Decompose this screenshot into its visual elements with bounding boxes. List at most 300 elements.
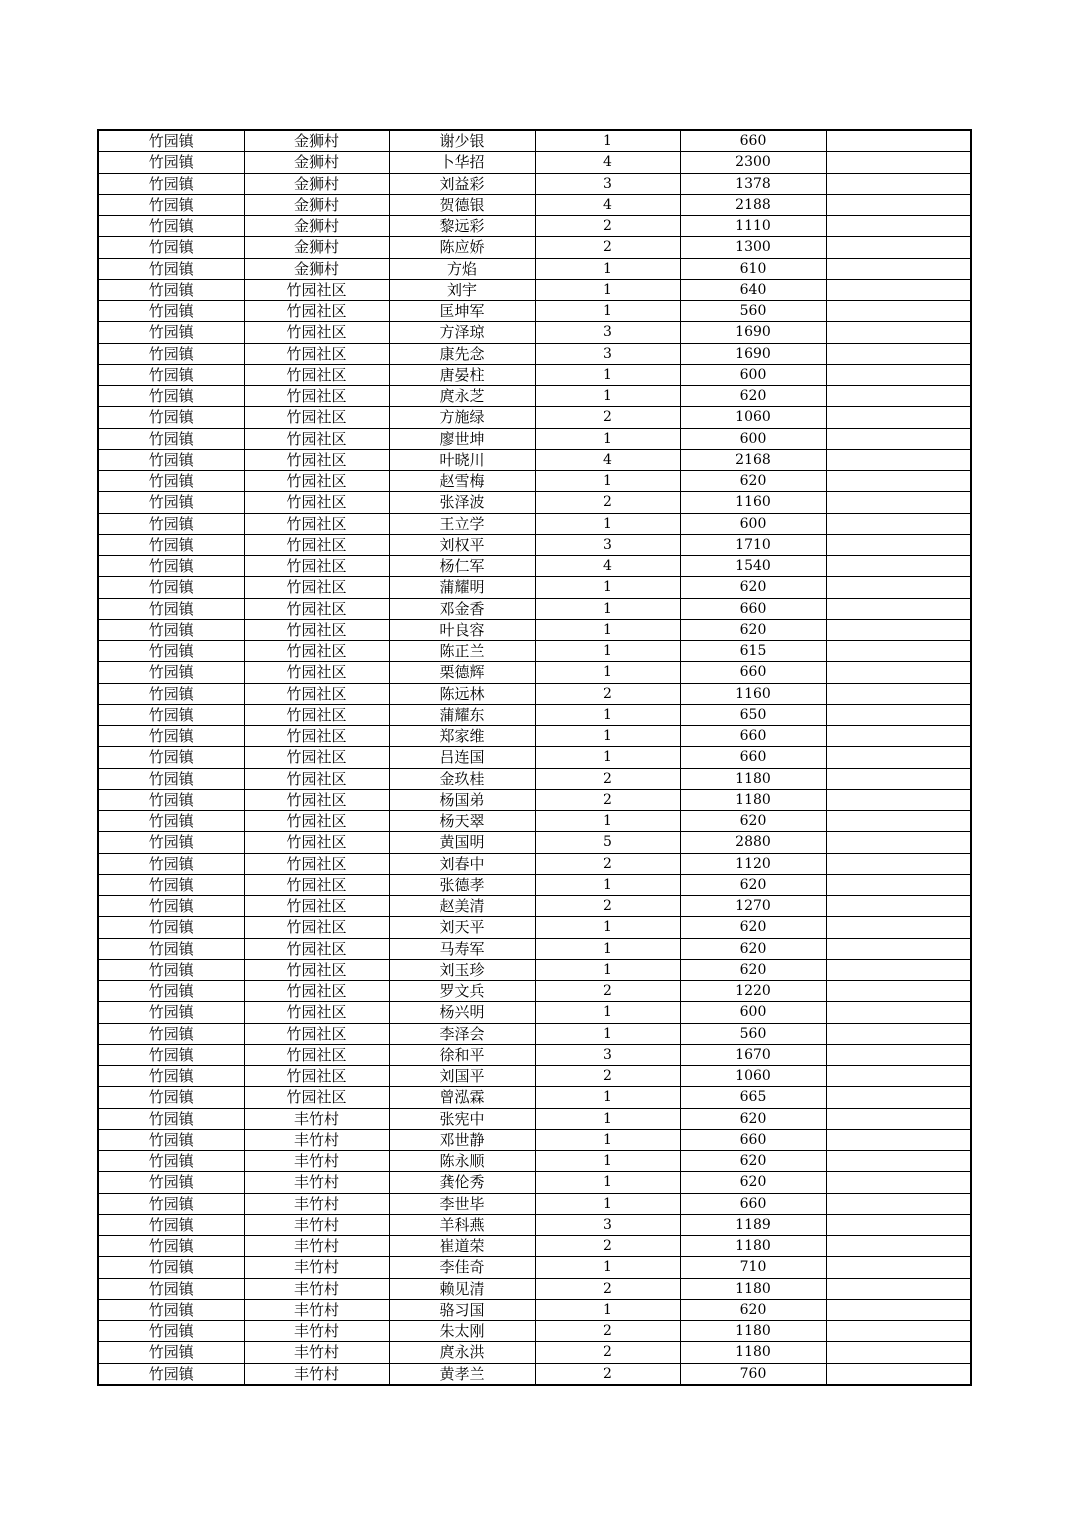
amount-cell: 660	[680, 1129, 826, 1150]
note-cell	[826, 1278, 971, 1299]
table-row	[98, 534, 971, 555]
village-cell: 竹园社区	[244, 619, 389, 640]
table-row	[98, 1151, 971, 1172]
note-cell	[826, 938, 971, 959]
table-row	[98, 194, 971, 215]
count-cell: 1	[535, 577, 680, 598]
name-cell: 匡坤军	[389, 301, 535, 322]
note-cell	[826, 1193, 971, 1214]
note-cell	[826, 130, 971, 152]
amount-cell: 660	[680, 662, 826, 683]
village-cell: 竹园社区	[244, 1044, 389, 1065]
amount-cell: 1180	[680, 1278, 826, 1299]
town-cell: 竹园镇	[98, 619, 244, 640]
town-cell: 竹园镇	[98, 492, 244, 513]
name-cell: 庹永洪	[389, 1342, 535, 1363]
table-row	[98, 1236, 971, 1257]
name-cell: 羊科燕	[389, 1214, 535, 1235]
amount-cell: 1690	[680, 322, 826, 343]
town-cell: 竹园镇	[98, 1363, 244, 1385]
table-row	[98, 789, 971, 810]
village-cell: 竹园社区	[244, 811, 389, 832]
name-cell: 贺德银	[389, 194, 535, 215]
village-cell: 丰竹村	[244, 1129, 389, 1150]
town-cell: 竹园镇	[98, 534, 244, 555]
count-cell: 1	[535, 619, 680, 640]
table-row	[98, 619, 971, 640]
name-cell: 黎远彩	[389, 216, 535, 237]
amount-cell: 560	[680, 301, 826, 322]
note-cell	[826, 1044, 971, 1065]
table-row	[98, 896, 971, 917]
name-cell: 徐和平	[389, 1044, 535, 1065]
village-cell: 竹园社区	[244, 641, 389, 662]
town-cell: 竹园镇	[98, 1321, 244, 1342]
town-cell: 竹园镇	[98, 386, 244, 407]
name-cell: 朱太刚	[389, 1321, 535, 1342]
table-row	[98, 832, 971, 853]
count-cell: 1	[535, 1023, 680, 1044]
town-cell: 竹园镇	[98, 683, 244, 704]
count-cell: 2	[535, 1342, 680, 1363]
amount-cell: 620	[680, 938, 826, 959]
note-cell	[826, 1172, 971, 1193]
town-cell: 竹园镇	[98, 1172, 244, 1193]
town-cell: 竹园镇	[98, 471, 244, 492]
village-cell: 竹园社区	[244, 1023, 389, 1044]
village-cell: 竹园社区	[244, 662, 389, 683]
note-cell	[826, 662, 971, 683]
amount-cell: 1060	[680, 407, 826, 428]
name-cell: 李世毕	[389, 1193, 535, 1214]
table-row	[98, 1129, 971, 1150]
table-row	[98, 1214, 971, 1235]
amount-cell: 620	[680, 917, 826, 938]
name-cell: 叶良容	[389, 619, 535, 640]
name-cell: 陈应娇	[389, 237, 535, 258]
town-cell: 竹园镇	[98, 832, 244, 853]
name-cell: 黄孝兰	[389, 1363, 535, 1385]
town-cell: 竹园镇	[98, 279, 244, 300]
note-cell	[826, 789, 971, 810]
village-cell: 丰竹村	[244, 1193, 389, 1214]
table-row	[98, 1023, 971, 1044]
name-cell: 龚伦秀	[389, 1172, 535, 1193]
count-cell: 1	[535, 279, 680, 300]
name-cell: 骆习国	[389, 1299, 535, 1320]
note-cell	[826, 1023, 971, 1044]
name-cell: 刘玉珍	[389, 959, 535, 980]
amount-cell: 1120	[680, 853, 826, 874]
name-cell: 张泽波	[389, 492, 535, 513]
town-cell: 竹园镇	[98, 577, 244, 598]
count-cell: 1	[535, 959, 680, 980]
note-cell	[826, 492, 971, 513]
town-cell: 竹园镇	[98, 662, 244, 683]
town-cell: 竹园镇	[98, 789, 244, 810]
village-cell: 竹园社区	[244, 598, 389, 619]
name-cell: 刘春中	[389, 853, 535, 874]
note-cell	[826, 1257, 971, 1278]
count-cell: 3	[535, 1214, 680, 1235]
town-cell: 竹园镇	[98, 981, 244, 1002]
amount-cell: 560	[680, 1023, 826, 1044]
count-cell: 1	[535, 917, 680, 938]
name-cell: 李泽会	[389, 1023, 535, 1044]
name-cell: 杨兴明	[389, 1002, 535, 1023]
count-cell: 4	[535, 449, 680, 470]
note-cell	[826, 216, 971, 237]
table-row	[98, 364, 971, 385]
amount-cell: 1180	[680, 1342, 826, 1363]
count-cell: 1	[535, 471, 680, 492]
village-cell: 竹园社区	[244, 789, 389, 810]
count-cell: 1	[535, 747, 680, 768]
count-cell: 3	[535, 534, 680, 555]
amount-cell: 1300	[680, 237, 826, 258]
village-cell: 竹园社区	[244, 896, 389, 917]
count-cell: 1	[535, 1151, 680, 1172]
name-cell: 栗德辉	[389, 662, 535, 683]
town-cell: 竹园镇	[98, 152, 244, 173]
town-cell: 竹园镇	[98, 1214, 244, 1235]
table-row	[98, 258, 971, 279]
town-cell: 竹园镇	[98, 343, 244, 364]
name-cell: 刘国平	[389, 1066, 535, 1087]
count-cell: 2	[535, 407, 680, 428]
note-cell	[826, 641, 971, 662]
count-cell: 3	[535, 1044, 680, 1065]
amount-cell: 1270	[680, 896, 826, 917]
table-row	[98, 853, 971, 874]
note-cell	[826, 768, 971, 789]
note-cell	[826, 959, 971, 980]
name-cell: 方焰	[389, 258, 535, 279]
note-cell	[826, 386, 971, 407]
town-cell: 竹园镇	[98, 173, 244, 194]
count-cell: 1	[535, 704, 680, 725]
table-row	[98, 598, 971, 619]
count-cell: 1	[535, 598, 680, 619]
name-cell: 蒲耀东	[389, 704, 535, 725]
table-row	[98, 641, 971, 662]
count-cell: 2	[535, 1066, 680, 1087]
note-cell	[826, 896, 971, 917]
count-cell: 1	[535, 1299, 680, 1320]
note-cell	[826, 598, 971, 619]
amount-cell: 660	[680, 747, 826, 768]
count-cell: 3	[535, 343, 680, 364]
note-cell	[826, 258, 971, 279]
town-cell: 竹园镇	[98, 938, 244, 959]
table-row	[98, 152, 971, 173]
data-table	[97, 129, 972, 1386]
note-cell	[826, 726, 971, 747]
name-cell: 庹永芝	[389, 386, 535, 407]
town-cell: 竹园镇	[98, 959, 244, 980]
table-row	[98, 1363, 971, 1385]
amount-cell: 620	[680, 619, 826, 640]
amount-cell: 620	[680, 471, 826, 492]
table-row	[98, 428, 971, 449]
name-cell: 杨仁军	[389, 556, 535, 577]
name-cell: 赖见清	[389, 1278, 535, 1299]
amount-cell: 660	[680, 598, 826, 619]
amount-cell: 640	[680, 279, 826, 300]
town-cell: 竹园镇	[98, 811, 244, 832]
village-cell: 竹园社区	[244, 704, 389, 725]
town-cell: 竹园镇	[98, 704, 244, 725]
name-cell: 廖世坤	[389, 428, 535, 449]
town-cell: 竹园镇	[98, 1002, 244, 1023]
count-cell: 1	[535, 641, 680, 662]
amount-cell: 660	[680, 1193, 826, 1214]
note-cell	[826, 343, 971, 364]
town-cell: 竹园镇	[98, 407, 244, 428]
amount-cell: 1670	[680, 1044, 826, 1065]
note-cell	[826, 832, 971, 853]
village-cell: 竹园社区	[244, 364, 389, 385]
amount-cell: 710	[680, 1257, 826, 1278]
note-cell	[826, 1151, 971, 1172]
count-cell: 2	[535, 768, 680, 789]
amount-cell: 615	[680, 641, 826, 662]
town-cell: 竹园镇	[98, 301, 244, 322]
name-cell: 蒲耀明	[389, 577, 535, 598]
name-cell: 谢少银	[389, 130, 535, 152]
village-cell: 竹园社区	[244, 513, 389, 534]
amount-cell: 1160	[680, 492, 826, 513]
name-cell: 康先念	[389, 343, 535, 364]
count-cell: 3	[535, 322, 680, 343]
count-cell: 4	[535, 556, 680, 577]
count-cell: 1	[535, 662, 680, 683]
town-cell: 竹园镇	[98, 237, 244, 258]
note-cell	[826, 1087, 971, 1108]
count-cell: 2	[535, 683, 680, 704]
town-cell: 竹园镇	[98, 1066, 244, 1087]
village-cell: 丰竹村	[244, 1299, 389, 1320]
note-cell	[826, 853, 971, 874]
table-row	[98, 301, 971, 322]
count-cell: 1	[535, 1108, 680, 1129]
village-cell: 竹园社区	[244, 959, 389, 980]
village-cell: 竹园社区	[244, 683, 389, 704]
count-cell: 1	[535, 1002, 680, 1023]
table-row	[98, 1044, 971, 1065]
town-cell: 竹园镇	[98, 1087, 244, 1108]
count-cell: 1	[535, 726, 680, 747]
village-cell: 竹园社区	[244, 577, 389, 598]
village-cell: 丰竹村	[244, 1108, 389, 1129]
amount-cell: 620	[680, 1151, 826, 1172]
amount-cell: 1180	[680, 768, 826, 789]
village-cell: 竹园社区	[244, 428, 389, 449]
table-row	[98, 343, 971, 364]
village-cell: 竹园社区	[244, 556, 389, 577]
note-cell	[826, 1236, 971, 1257]
name-cell: 黄国明	[389, 832, 535, 853]
village-cell: 竹园社区	[244, 1002, 389, 1023]
village-cell: 竹园社区	[244, 1087, 389, 1108]
town-cell: 竹园镇	[98, 747, 244, 768]
amount-cell: 660	[680, 130, 826, 152]
town-cell: 竹园镇	[98, 1044, 244, 1065]
note-cell	[826, 1342, 971, 1363]
name-cell: 杨天翠	[389, 811, 535, 832]
table-row	[98, 556, 971, 577]
amount-cell: 620	[680, 577, 826, 598]
amount-cell: 1180	[680, 1321, 826, 1342]
name-cell: 罗文兵	[389, 981, 535, 1002]
table-row	[98, 513, 971, 534]
village-cell: 金狮村	[244, 173, 389, 194]
table-row	[98, 811, 971, 832]
table-row	[98, 768, 971, 789]
table-row	[98, 747, 971, 768]
town-cell: 竹园镇	[98, 1151, 244, 1172]
note-cell	[826, 917, 971, 938]
table-row	[98, 1299, 971, 1320]
table-row	[98, 130, 971, 152]
note-cell	[826, 173, 971, 194]
table-row	[98, 938, 971, 959]
name-cell: 金玖桂	[389, 768, 535, 789]
town-cell: 竹园镇	[98, 917, 244, 938]
amount-cell: 660	[680, 726, 826, 747]
town-cell: 竹园镇	[98, 322, 244, 343]
village-cell: 竹园社区	[244, 301, 389, 322]
note-cell	[826, 1299, 971, 1320]
town-cell: 竹园镇	[98, 216, 244, 237]
village-cell: 竹园社区	[244, 853, 389, 874]
table-row	[98, 1172, 971, 1193]
village-cell: 竹园社区	[244, 832, 389, 853]
table-row	[98, 1087, 971, 1108]
table-row	[98, 279, 971, 300]
amount-cell: 620	[680, 874, 826, 895]
note-cell	[826, 428, 971, 449]
count-cell: 2	[535, 896, 680, 917]
count-cell: 2	[535, 1236, 680, 1257]
name-cell: 杨国弟	[389, 789, 535, 810]
table-row	[98, 386, 971, 407]
note-cell	[826, 322, 971, 343]
village-cell: 丰竹村	[244, 1151, 389, 1172]
note-cell	[826, 747, 971, 768]
table-row	[98, 704, 971, 725]
village-cell: 竹园社区	[244, 534, 389, 555]
count-cell: 1	[535, 301, 680, 322]
town-cell: 竹园镇	[98, 1193, 244, 1214]
note-cell	[826, 704, 971, 725]
name-cell: 马寿军	[389, 938, 535, 959]
town-cell: 竹园镇	[98, 258, 244, 279]
count-cell: 1	[535, 1129, 680, 1150]
amount-cell: 1690	[680, 343, 826, 364]
table-row	[98, 577, 971, 598]
amount-cell: 1220	[680, 981, 826, 1002]
note-cell	[826, 577, 971, 598]
town-cell: 竹园镇	[98, 1108, 244, 1129]
name-cell: 刘权平	[389, 534, 535, 555]
amount-cell: 610	[680, 258, 826, 279]
village-cell: 丰竹村	[244, 1278, 389, 1299]
amount-cell: 620	[680, 1172, 826, 1193]
table-row	[98, 216, 971, 237]
village-cell: 丰竹村	[244, 1172, 389, 1193]
note-cell	[826, 1214, 971, 1235]
name-cell: 卜华招	[389, 152, 535, 173]
village-cell: 金狮村	[244, 152, 389, 173]
town-cell: 竹园镇	[98, 1023, 244, 1044]
table-row	[98, 492, 971, 513]
town-cell: 竹园镇	[98, 1257, 244, 1278]
name-cell: 方施绿	[389, 407, 535, 428]
count-cell: 2	[535, 237, 680, 258]
count-cell: 1	[535, 386, 680, 407]
name-cell: 赵美清	[389, 896, 535, 917]
table-row	[98, 322, 971, 343]
note-cell	[826, 556, 971, 577]
table-row	[98, 874, 971, 895]
count-cell: 2	[535, 492, 680, 513]
amount-cell: 620	[680, 1299, 826, 1320]
village-cell: 金狮村	[244, 194, 389, 215]
note-cell	[826, 237, 971, 258]
town-cell: 竹园镇	[98, 1129, 244, 1150]
amount-cell: 1180	[680, 1236, 826, 1257]
amount-cell: 2880	[680, 832, 826, 853]
amount-cell: 2300	[680, 152, 826, 173]
village-cell: 竹园社区	[244, 279, 389, 300]
name-cell: 刘宇	[389, 279, 535, 300]
count-cell: 1	[535, 130, 680, 152]
town-cell: 竹园镇	[98, 513, 244, 534]
village-cell: 竹园社区	[244, 322, 389, 343]
count-cell: 1	[535, 364, 680, 385]
amount-cell: 1110	[680, 216, 826, 237]
amount-cell: 600	[680, 428, 826, 449]
count-cell: 1	[535, 1172, 680, 1193]
amount-cell: 620	[680, 959, 826, 980]
amount-cell: 760	[680, 1363, 826, 1385]
table-row	[98, 1342, 971, 1363]
name-cell: 邓金香	[389, 598, 535, 619]
amount-cell: 2168	[680, 449, 826, 470]
amount-cell: 620	[680, 1108, 826, 1129]
amount-cell: 1189	[680, 1214, 826, 1235]
note-cell	[826, 1066, 971, 1087]
name-cell: 叶晓川	[389, 449, 535, 470]
table-row	[98, 449, 971, 470]
village-cell: 竹园社区	[244, 407, 389, 428]
village-cell: 竹园社区	[244, 343, 389, 364]
count-cell: 1	[535, 1257, 680, 1278]
table-body	[98, 130, 971, 1385]
village-cell: 金狮村	[244, 216, 389, 237]
table-row	[98, 917, 971, 938]
town-cell: 竹园镇	[98, 641, 244, 662]
town-cell: 竹园镇	[98, 768, 244, 789]
name-cell: 方泽琼	[389, 322, 535, 343]
table-row	[98, 959, 971, 980]
village-cell: 丰竹村	[244, 1342, 389, 1363]
note-cell	[826, 534, 971, 555]
table-row	[98, 237, 971, 258]
amount-cell: 1378	[680, 173, 826, 194]
town-cell: 竹园镇	[98, 874, 244, 895]
